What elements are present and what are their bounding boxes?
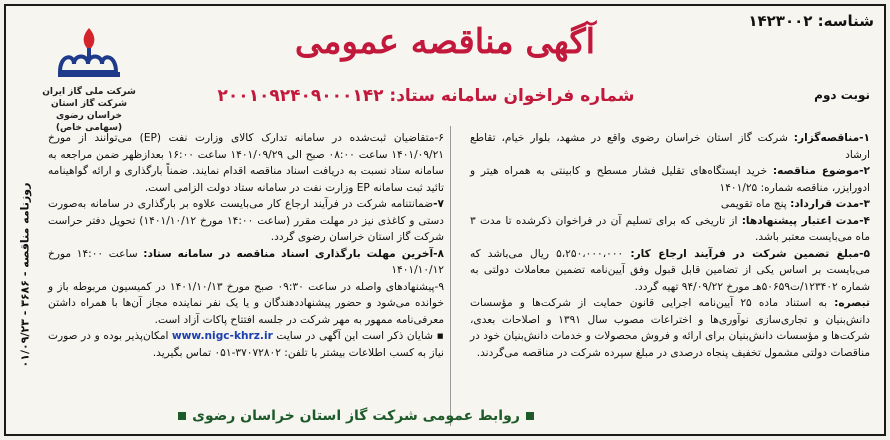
footer-signature: روابط عمومی شرکت گاز استان خراسان رضوی: [166, 408, 546, 424]
square-bullet-icon: [526, 412, 534, 420]
logo-line-2: شرکت گاز استان خراسان رضوی: [51, 99, 127, 122]
left-column: [48, 130, 444, 361]
logo-line-1: شرکت ملی گاز ایران: [42, 87, 136, 97]
ad-title: آگهی مناقصه عمومی: [294, 22, 596, 62]
clause-1: ۱-مناقصه‌گزار: شرکت گاز استان خراسان رضوی واقع در مشهد، بلوار خیام، تقاطع ارشاد: [470, 132, 870, 161]
tender-number: شماره فراخوان سامانه ستاد: ۲۰۰۱۰۹۲۴۰۹۰۰۰۱۴۲: [217, 86, 635, 106]
clause-9: ۹-پیشنهادهای واصله در ساعت ۰۹:۳۰ صبح مورخ ۱۴۰۱/۱۰/۱۳ در کمیسیون مربوطه باز و خوانده می‌شود و حضور پیشنهاددهندگان و یا یک نفر نماینده مجاز آن‌ها با همراه داشتن معرفی‌نامه ممهور به مهر شرکت در جلسه افتتاح پاکات آزاد است.: [48, 280, 445, 326]
shenase-label: شناسه: ۱۴۲۳۰۰۲: [748, 12, 874, 30]
ad-frame: [4, 4, 886, 436]
logo-line-3: (سهامی خاص): [55, 123, 123, 134]
clause-2: ۲-موضوع مناقصه: خرید ایستگاه‌های تقلیل فشار مسطح و کابینتی به همراه هیتر و ادورایزر، مناقصه شماره: ۱۴۰۱/۲۵: [470, 165, 870, 194]
round-label: نوبت دوم: [814, 88, 870, 102]
right-column: [470, 130, 870, 361]
clause-7: ۷-ضمانتنامه شرکت در فرآیند ارجاع کار می‌بایست علاوه بر بارگذاری در سامانه به‌صورت دستی و کاغذی نیز در مهلت مقرر (ساعت ۱۴:۰۰ مورخ ۱۴۰۱/۱۰/۱۲) تحویل دفتر حراست شرکت گاز استان خراسان رضوی گردد.: [48, 198, 445, 243]
flame-logo-icon: [54, 24, 124, 82]
clause-8: ۸-آخرین مهلت بارگذاری اسناد مناقصه در سامانه ستاد: ساعت ۱۴:۰۰ مورخ ۱۴۰۱/۱۰/۱۲: [48, 247, 444, 276]
clause-6: ۶-متقاضیان ثبت‌شده در سامانه تدارک کالای وزارت نفت (EP) می‌توانند از مورخ ۱۴۰۱/۰۹/۲۱ ساعت ۰۸:۰۰ صبح الی ۱۴۰۱/۰۹/۲۹ ساعت ۱۶:۰۰ بعدازظهر ضمن مراجعه به سامانه ستاد نسبت به دریافت اسناد مناقصه اقدام نمایند. ضمناً بارگذاری و ارائه گواهینامه تائید ثبت سامانه EP وزارت نفت در سامانه ستاد دولت الزامی است.: [48, 132, 444, 194]
company-logo: [34, 24, 144, 135]
clause-5: ۵-مبلغ تضمین شرکت در فرآیند ارجاع کار: ۵،۲۵۰،۰۰۰،۰۰۰ ریال می‌باشد که می‌بایست بر اساس یکی از تضامین قابل قبول وفق آیین‌نامه تضمین معاملات دولتی به شماره ۱۲۳۴۰۲/ت۵۰۶۵۹هـ مورخ ۹۴/۰۹/۲۲ تهیه گردد.: [470, 247, 870, 293]
column-divider: [450, 126, 451, 426]
clause-4: ۴-مدت اعتبار پیشنهادها: از تاریخی که برای تسلیم آن در فراخوان ذکرشده تا مدت ۳ ماه می‌بایست معتبر باشد.: [470, 214, 870, 243]
square-bullet-icon: [178, 412, 186, 420]
site-note: ▪ شایان ذکر است این آگهی در سایت www.nigc-khrz.ir امکان‌پذیر بوده و در صورت نیاز به کسب اطلاعات بیشتر با تلفن: ۳۷۰۷۲۸۰۲-۰۵۱ تماس بگیرید.: [48, 330, 445, 359]
newspaper-stamp: روزنامه مناقصه - ۳۶۸۶ - ۰۱/۰۹/۲۳: [18, 182, 32, 368]
note-clause: تبصره: به استناد ماده ۲۵ آیین‌نامه اجرایی قانون حمایت از شرکت‌ها و مؤسسات دانش‌بنیان و تجاری‌سازی نوآوری‌ها و اختراعات مصوب سال ۱۳۹۱ و اصلاحات بعدی، شرکت‌ها و مؤسسات دانش‌بنیان برای ارائه و فروش محصولات و خدمات دانش‌بنیان خود در مناقصات دولتی مشمول تخفیف پنجاه درصدی در مبلغ سپرده شرکت در مناقصه می‌گردند.: [470, 297, 870, 359]
clause-3: ۳-مدت قرارداد: پنج ماه تقویمی: [720, 198, 870, 210]
website-link[interactable]: www.nigc-khrz.ir: [171, 330, 273, 342]
